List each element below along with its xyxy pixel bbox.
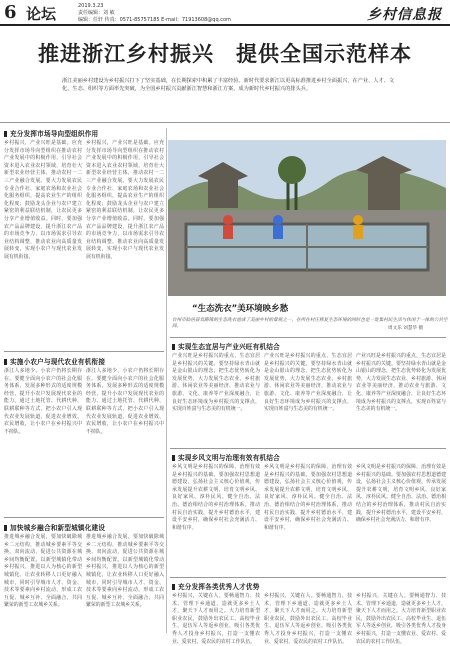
article-column-ecology-1: 产业兴旺是乡村振兴的重点，生态宜居是乡村振兴的关键。要坚持绿水青山就是金山银山的理念，把生态优势转化为发展优势，大力发展生态农业、乡村旅游、休闲农业等美丽经济，推动农业与旅游、文化、康养等产业深度融合，让良好生态环境成为乡村振兴的支撑点，实现百姓富与生态美的有机统一。 — [172, 353, 260, 413]
article-column-ecology-3: 产业兴旺是乡村振兴的重点，生态宜居是乡村振兴的关键。要坚持绿水青山就是金山银山的理念，把生态优势转化为发展优势，大力发展生态农业、乡村旅游、休闲农业等美丽经济，推动农业与旅游、文化、康养等产业深度融合，让良好生态环境成为乡村振兴的支撑点，实现百姓富与生态美的有机统一。 — [356, 353, 446, 413]
article-column-market-2: 乡村振兴，产业兴旺是基础。应充分发挥市场导向型组织在推动农村产业发展中的积极作用，引导社会资本进入农业农村领域，培育壮大新型农业经营主体，推动农村一二三产业融合发展。要大力发展农民专业合作社、家庭农场和农业社会化服务组织，提高农业生产的组织化程度；鼓励龙头企业与农户建立紧密的利益联结机制，让农民更多分享产业增值收益。同时，要加强农产品品牌建设，提升浙江农产品的市场竞争力，以市场需求引导农业结构调整，推动农业向高质量发展转变，实现小农户与现代农业发展有机衔接。 — [86, 140, 164, 260]
masthead-editor: 责任编辑：刘 敏 — [78, 10, 115, 16]
lower-divider-left — [4, 517, 164, 518]
eco-divider — [170, 337, 446, 338]
mid-divider-left — [4, 351, 164, 352]
article-column-civility-1: 乡风文明是乡村振兴的保障，治理有效是乡村振兴的基础。要加强农村思想道德建设，弘扬社会主义核心价值观，传承发展提升农耕文明，培育文明乡风、良好家风、淳朴民风。健全自治、法治、德治相结合的乡村治理体系，推动村民自治实践，提升乡村德治水平，建设平安乡村，确保乡村社会充满活力、和谐有序。 — [172, 464, 260, 531]
article-column-civility-3: 乡风文明是乡村振兴的保障，治理有效是乡村振兴的基础。要加强农村思想道德建设，弘扬社会主义核心价值观，传承发展提升农耕文明，培育文明乡风、良好家风、淳朴民风。健全自治、法治、德治相结合的乡村治理体系，推动村民自治实践，提升乡村德治水平，建设平安乡村，确保乡村社会充满活力、和谐有序。 — [356, 464, 446, 524]
talent-divider — [170, 577, 446, 578]
section-heading-smallholder: 实施小农户与现代农业有机衔接 — [4, 356, 105, 366]
civility-divider — [170, 448, 446, 449]
photo-title: “生态洗衣”美环境映乡愁 — [192, 304, 289, 314]
page-number: 6 — [4, 2, 17, 23]
issue-date: 2019.3.23 — [78, 3, 104, 9]
newspaper-logo: 乡村信息报 — [367, 7, 442, 23]
article-column-civility-2: 乡风文明是乡村振兴的保障，治理有效是乡村振兴的基础。要加强农村思想道德建设，弘扬社会主义核心价值观，传承发展提升农耕文明，培育文明乡风、良好家风、淳朴民风。健全自治、法治、德治相结合的乡村治理体系，推动村民自治实践，提升乡村德治水平，建设平安乡村，确保乡村社会充满活力、和谐有序。 — [264, 464, 352, 531]
section-heading-civility: 实现乡风文明与治理有效有机结合 — [172, 452, 280, 462]
section-name: 论坛 — [26, 5, 57, 23]
section-heading-market: 充分发挥市场导向型组织作用 — [4, 128, 98, 138]
article-column-smallholder-2: 浙江人多地少，小农户仍将长期存在。要健全面向小农户的社会化服务体系，发展多种形式的适度规模经营，提升小农户发展现代农业的能力。通过土地托管、代耕代种、联耕联种等方式，把小农户引入现代农业发展轨道，促进农业增效、农民增收，让小农户在乡村振兴中不掉队。 — [86, 368, 164, 435]
section-heading-urban-rural: 加快城乡融合和新型城镇化建设 — [4, 522, 105, 532]
article-column-market-1: 乡村振兴，产业兴旺是基础。应充分发挥市场导向型组织在推动农村产业发展中的积极作用，引导社会资本进入农业农村领域，培育壮大新型农业经营主体，推动农村一二三产业融合发展。要大力发展农民专业合作社、家庭农场和农业社会化服务组织，提高农业生产的组织化程度；鼓励龙头企业与农户建立紧密的利益联结机制，让农民更多分享产业增值收益。同时，要加强农产品品牌建设，提升浙江农产品的市场竞争力，以市场需求引导农业结构调整，推动农业向高质量发展转变，实现小农户与现代农业发展有机衔接。 — [4, 140, 82, 260]
lead-divider — [0, 122, 450, 123]
page-headline: 推进浙江乡村振兴 提供全国示范样本 — [38, 41, 412, 66]
section-heading-talent: 充分发挥各类优秀人才优势 — [172, 581, 260, 591]
article-column-talent-2: 乡村振兴，关键在人。要畅通智力、技术、管理下乡通道，造就更多乡土人才，聚天下人才而用之。大力培育新型职业农民，鼓励外出农民工、高校毕业生、退伍军人等返乡创业，吸引各类优秀人才投身乡村振兴，打造一支懂农业、爱农村、爱农民的农村工作队伍。 — [264, 593, 352, 645]
article-column-smallholder-1: 浙江人多地少，小农户仍将长期存在。要健全面向小农户的社会化服务体系，发展多种形式的适度规模经营，提升小农户发展现代农业的能力。通过土地托管、代耕代种、联耕联种等方式，把小农户引入现代农业发展轨道，促进农业增效、农民增收，让小农户在乡村振兴中不掉队。 — [4, 368, 82, 435]
lead-paragraph: 浙江美丽乡村建设为乡村振兴打下了坚实基础，在长期探索中积累了丰富经验。新时代要求浙江以更高标准推进乡村全面振兴，在产业、人才、文化、生态、组织等方面率先突破，为全国乡村振兴贡献浙江智慧和浙江方案，成为新时代乡村振兴的排头兵。 — [62, 78, 395, 93]
photo-caption: 台州市仙居县官路镇的生态洗衣池成了美丽乡村的景观之一，在所在村庄修复生态环境的同时也是一处集村民生活与休闲于一体的公共空间。 — [172, 318, 448, 330]
article-column-ecology-2: 产业兴旺是乡村振兴的重点，生态宜居是乡村振兴的关键。要坚持绿水青山就是金山银山的理念，把生态优势转化为发展优势，大力发展生态农业、乡村旅游、休闲农业等美丽经济，推动农业与旅游、文化、康养等产业深度融合，让良好生态环境成为乡村振兴的支撑点，实现百姓富与生态美的有机统一。 — [264, 353, 352, 413]
section-heading-ecology: 实现生态宜居与产业兴旺有机结合 — [172, 341, 280, 351]
article-column-talent-3: 乡村振兴，关键在人。要畅通智力、技术、管理下乡通道，造就更多乡土人才，聚天下人才而用之。大力培育新型职业农民，鼓励外出农民工、高校毕业生、退伍军人等返乡创业，吸引各类优秀人才投身乡村振兴，打造一支懂农业、爱农村、爱农民的农村工作队伍。 — [356, 593, 446, 645]
photo-credit: 周文乐 刘慧华 摄 — [388, 326, 424, 331]
village-laundry-photo — [168, 140, 446, 296]
masthead — [0, 0, 450, 26]
article-column-urban-rural-2: 推进城乡融合发展，要加快破除城乡二元结构，推动城乡要素平等交换、双向流动，促进公共资源在城乡间均衡配置。以新型城镇化带动乡村振兴，推进以人为核心的新型城镇化，让农业转移人口更好融入城市，同时引导城市人才、资金、技术等要素向乡村流动，形成工农互促、城乡互补、全面融合、共同繁荣的新型工农城乡关系。 — [86, 534, 164, 609]
article-column-talent-1: 乡村振兴，关键在人。要畅通智力、技术、管理下乡通道，造就更多乡土人才，聚天下人才而用之。大力培育新型职业农民，鼓励外出农民工、高校毕业生、退伍军人等返乡创业，吸引各类优秀人才投身乡村振兴，打造一支懂农业、爱农村、爱农民的农村工作队伍。 — [172, 593, 260, 645]
photo-illustration — [168, 140, 446, 296]
masthead-meta — [78, 3, 231, 24]
column-rule — [166, 128, 167, 633]
masthead-contact: 编辑：任轩 传真：0571-85757185 E-mail：71913608@qq.com — [78, 17, 231, 23]
article-column-urban-rural-1: 推进城乡融合发展，要加快破除城乡二元结构，推动城乡要素平等交换、双向流动，促进公共资源在城乡间均衡配置。以新型城镇化带动乡村振兴，推进以人为核心的新型城镇化，让农业转移人口更好融入城市，同时引导城市人才、资金、技术等要素向乡村流动，形成工农互促、城乡互补、全面融合、共同繁荣的新型工农城乡关系。 — [4, 534, 82, 609]
